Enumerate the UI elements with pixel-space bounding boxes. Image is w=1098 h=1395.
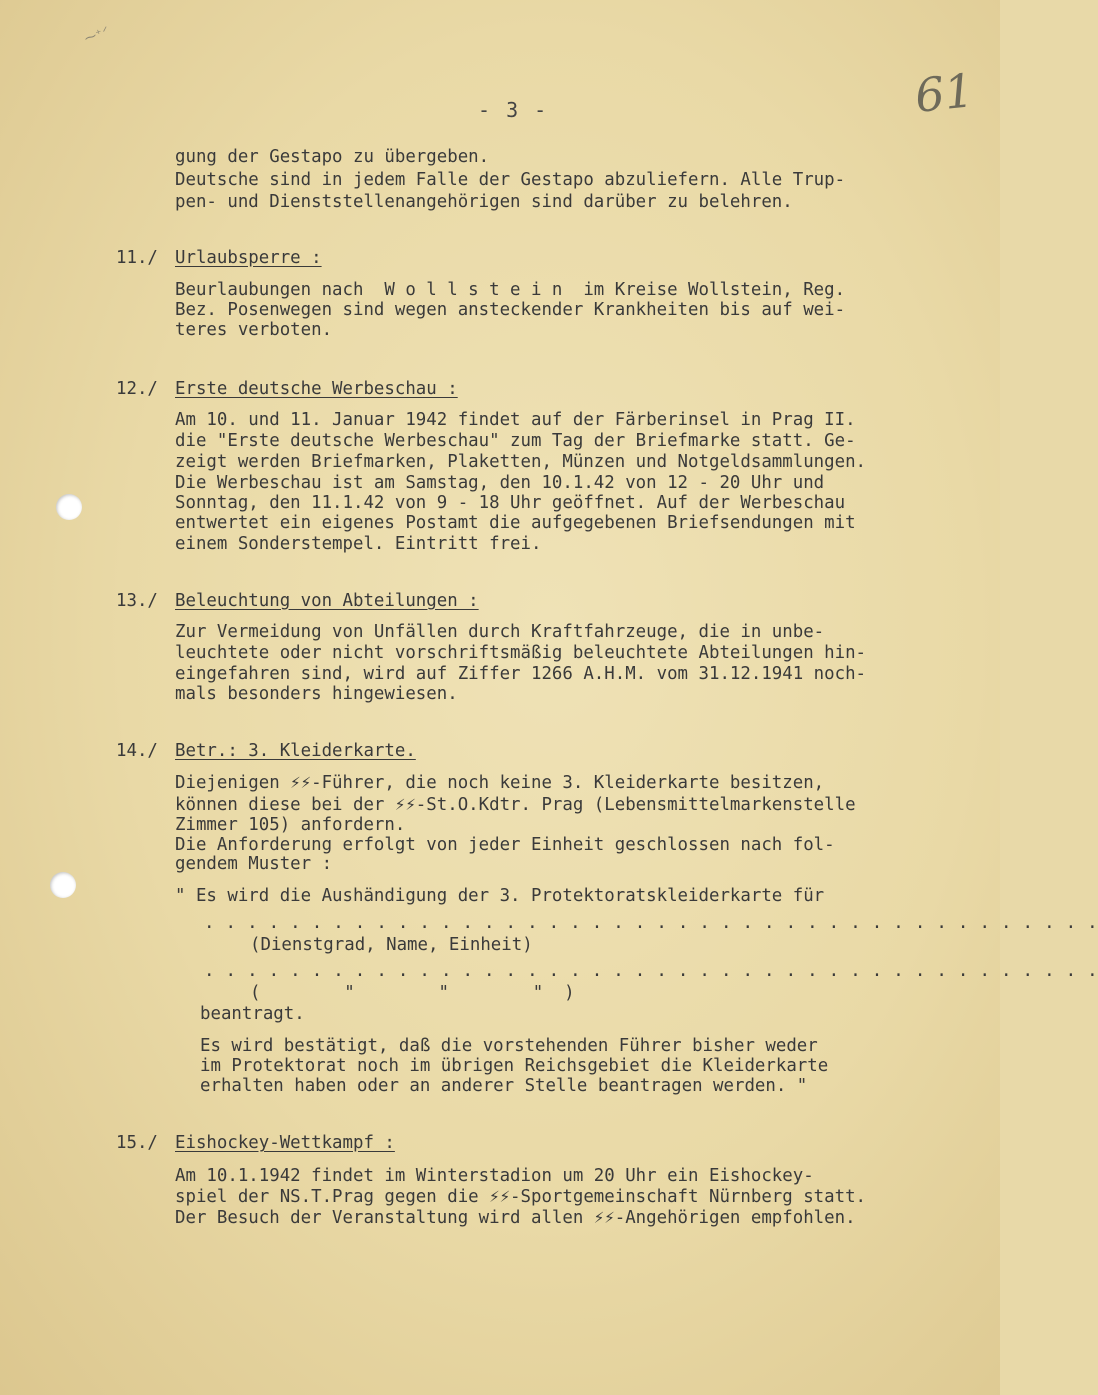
form-intro: " Es wird die Aushändigung der 3. Protektoratskleiderkarte für <box>175 886 825 906</box>
section-line: teres verboten. <box>175 320 333 340</box>
section-line: mals besonders hingewiesen. <box>175 684 458 704</box>
intro-line: Deutsche sind in jedem Falle der Gestapo abzuliefern. Alle Trup- <box>175 170 846 190</box>
section-title: Eishockey-Wettkampf : <box>175 1133 395 1153</box>
intro-line: gung der Gestapo zu übergeben. <box>175 147 490 167</box>
section-title: Beleuchtung von Abteilungen : <box>175 591 479 611</box>
form-dot-line: . . . . . . . . . . . . . . . . . . . . . . . . . . . . . . . . . . . . . . . . . . <box>204 913 1098 933</box>
page-number: - 3 - <box>478 98 549 122</box>
section-line: Der Besuch der Veranstaltung wird allen ⚡⚡-Angehörigen empfohlen. <box>175 1208 856 1228</box>
corner-pencil-marks: ⁓⁺ᐟ <box>82 24 110 46</box>
section-line: zeigt werden Briefmarken, Plaketten, Münzen und Notgeldsammlungen. <box>175 452 867 472</box>
section-line: Zimmer 105) anfordern. <box>175 815 406 835</box>
section-line: können diese bei der ⚡⚡-St.O.Kdtr. Prag (Lebensmittelmarkenstelle <box>175 795 856 815</box>
section-line: einem Sonderstempel. Eintritt frei. <box>175 534 542 554</box>
section-line: Diejenigen ⚡⚡-Führer, die noch keine 3. Kleiderkarte besitzen, <box>175 773 825 793</box>
section-line: Am 10. und 11. Januar 1942 findet auf der Färberinsel in Prag II. <box>175 410 856 430</box>
section-line: Sonntag, den 11.1.42 von 9 - 18 Uhr geöffnet. Auf der Werbeschau <box>175 493 846 513</box>
section-line: die "Erste deutsche Werbeschau" zum Tag der Briefmarke statt. Ge- <box>175 431 856 451</box>
section-line: Beurlaubungen nach W o l l s t e i n im Kreise Wollstein, Reg. <box>175 280 846 300</box>
section-line: entwertet ein eigenes Postamt die aufgegebenen Briefsendungen mit <box>175 513 856 533</box>
section-line: Bez. Posenwegen sind wegen ansteckender Krankheiten bis auf wei- <box>175 300 846 320</box>
intro-line: pen- und Dienststellenangehörigen sind darüber zu belehren. <box>175 192 793 212</box>
form-dot-line: . . . . . . . . . . . . . . . . . . . . . . . . . . . . . . . . . . . . . . . . . . <box>204 961 1098 981</box>
section-line: Zur Vermeidung von Unfällen durch Kraftfahrzeuge, die in unbe- <box>175 622 825 642</box>
form-field-label: (Dienstgrad, Name, Einheit) <box>250 935 533 955</box>
section-number: 11./ <box>116 248 158 268</box>
section-number: 12./ <box>116 379 158 399</box>
section-number: 13./ <box>116 591 158 611</box>
section-line: eingefahren sind, wird auf Ziffer 1266 A.H.M. vom 31.12.1941 noch- <box>175 664 867 684</box>
section-number: 15./ <box>116 1133 158 1153</box>
form-closing: beantragt. <box>200 1004 305 1024</box>
form-confirmation-line: im Protektorat noch im übrigen Reichsgebiet die Kleiderkarte <box>200 1056 829 1076</box>
folio-number: 61 <box>912 63 977 123</box>
form-confirmation-line: Es wird bestätigt, daß die vorstehenden Führer bisher weder <box>200 1036 818 1056</box>
section-title: Erste deutsche Werbeschau : <box>175 379 458 399</box>
section-line: spiel der NS.T.Prag gegen die ⚡⚡-Sportgemeinschaft Nürnberg statt. <box>175 1187 867 1207</box>
punch-hole-top <box>56 494 82 520</box>
section-line: Die Anforderung erfolgt von jeder Einheit geschlossen nach fol- <box>175 835 835 855</box>
section-title: Betr.: 3. Kleiderkarte. <box>175 741 416 761</box>
section-line: leuchtete oder nicht vorschriftsmäßig beleuchtete Abteilungen hin- <box>175 643 867 663</box>
section-number: 14./ <box>116 741 158 761</box>
form-ditto-line: ( " " " ) <box>250 983 575 1003</box>
section-line: Am 10.1.1942 findet im Winterstadion um 20 Uhr ein Eishockey- <box>175 1166 814 1186</box>
section-title: Urlaubsperre : <box>175 248 322 268</box>
form-confirmation-line: erhalten haben oder an anderer Stelle beantragen werden. " <box>200 1076 808 1096</box>
punch-hole-bottom <box>50 872 76 898</box>
section-line: gendem Muster : <box>175 854 333 874</box>
section-line: Die Werbeschau ist am Samstag, den 10.1.42 von 12 - 20 Uhr und <box>175 473 825 493</box>
